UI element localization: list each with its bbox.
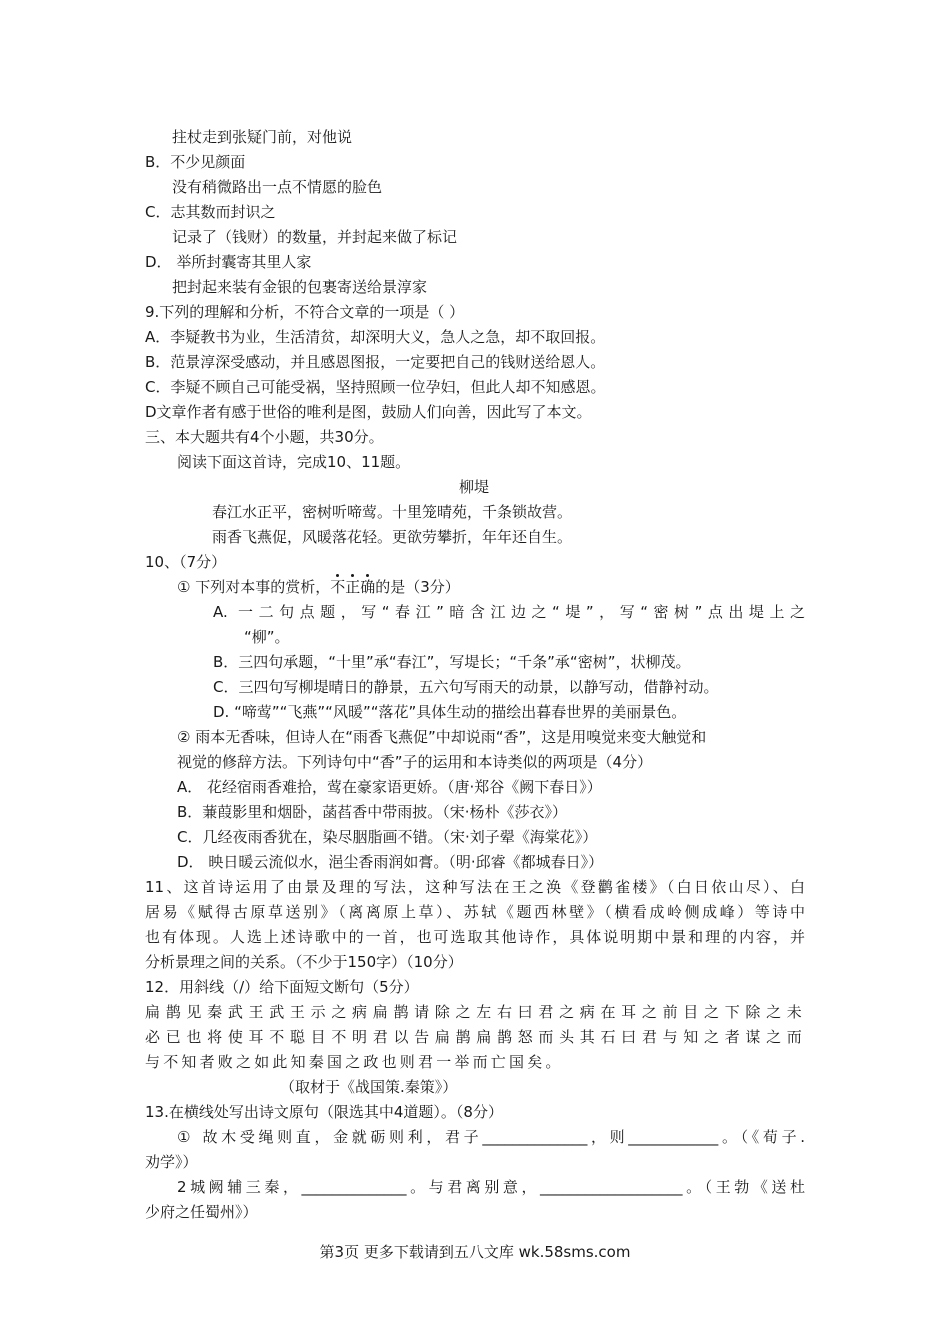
question-13: 13.在横线处写出诗文原句（限选其中4道题）。（8分） [145,1103,503,1121]
classical-text-line: 与不知者败之如此知秦国之政也则君一举而亡国矣。 [145,1053,564,1071]
poem-line: 春江水正平，密树听啼莺。十里笼晴苑，千条锁故营。 [212,503,573,521]
q10-2-option-d: D． 映日暖云流似水，浥尘香雨润如膏。（明·邱睿《都城春日》） [177,853,604,871]
text-line: 居易《赋得古原草送别》（离离原上草）、苏轼《题西林壁》（横看成岭侧成峰）等诗中 [145,903,805,921]
emphasis-char: 正 [345,578,361,596]
q10-2-option-b: B．蒹葭影里和烟卧，菡萏香中带雨披。（宋·杨朴《莎衣》） [177,803,568,821]
question-12: 12．用斜线（/）给下面短文断句（5分） [145,978,419,996]
emphasis-char: 不 [330,578,346,596]
q9-option-a: A．李疑教书为业，生活清贫，却深明大义，急人之急，却不取回报。 [145,328,606,346]
text-span: ① 下列对本事的赏析， [177,578,331,596]
text-line: 没有稍微路出一点不情愿的脸色 [172,178,383,196]
text-line: 分析景理之间的关系。（不少于150字）（10分） [145,953,463,971]
classical-text-line: 扁鹊见秦武王武王示之病扁鹊请除之左右曰君之病在耳之前目之下除之未 [145,1003,805,1021]
source-citation: （取材于《战国策.秦策》） [280,1078,458,1096]
text-line: 拄杖走到张疑门前，对他说 [172,128,353,146]
text-line: 也有体现。人选上述诗歌中的一首，也可选取其他诗作，具体说明期中景和理的内容，并 [145,928,805,946]
text-line: 视觉的修辞方法。下列诗句中“香”子的运用和本诗类似的两项是（4分） [177,753,653,771]
section-heading: 三、本大题共有4个小题，共30分。 [145,428,384,446]
page-footer: 第3页 更多下载请到五八文库 wk.58sms.com [319,1243,631,1261]
question-11: 11、这首诗运用了由景及理的写法，这种写法在王之涣《登鹳雀楼》（白日依山尽）、白 [145,878,805,896]
question-10: 10、（7分） [145,553,227,571]
sub-question-1 [177,577,460,597]
text-span: 的是（3分） [375,578,460,596]
q10-option-d: D. “啼莺”“飞燕”“风暖”“落花”具体生动的描绘出暮春世界的美丽景色。 [213,703,687,721]
text-line: 把封起来装有金银的包裹寄送给景淳家 [172,278,428,296]
option-c-label: C．志其数而封识之 [145,203,276,221]
fill-blank-1: ① 故木受绳则直，金就砺则利，君子______________，则____________。（《荀子. [177,1128,805,1146]
q10-option-a: A. 一二句点题，写“春江”暗含江边之“堤”，写“密树”点出堤上之 [213,603,805,621]
q9-option-d: D文章作者有感于世俗的唯利是图，鼓励人们向善，因此写了本文。 [145,403,592,421]
q10-option-c: C．三四句写柳堤晴日的静景，五六句写雨天的动景，以静写动，借静衬动。 [213,678,719,696]
q9-option-b: B．范景淳深受感动，并且感恩图报，一定要把自己的钱财送给恩人。 [145,353,606,371]
text-line: 记录了（钱财）的数量，并封起来做了标记 [172,228,458,246]
q10-2-option-c: C．几经夜雨香犹在，染尽胭脂画不错。（宋·刘子翚《海棠花》） [177,828,598,846]
emphasis-char: 确 [360,578,376,596]
fill-blank-2: 2城阙辅三秦，______________。与君离别意，___________________。（王勃《送杜 [177,1178,805,1196]
sub-question-2: ② 雨本无香味，但诗人在“雨香飞燕促”中却说雨“香”，这是用嗅觉来变大触觉和 [177,728,707,746]
q10-option-b: B．三四句承题，“十里”承“春江”，写堤长；“千条”承“密树”，状柳茂。 [213,653,691,671]
q9-option-c: C．李疑不顾自己可能受祸，坚持照顾一位孕妇，但此人却不知感恩。 [145,378,606,396]
poem-title: 柳堤 [459,478,490,496]
text-line: “柳”。 [244,628,290,646]
question-9: 9.下列的理解和分析，不符合文章的一项是（ ） [145,303,465,321]
option-d-label: D． 举所封囊寄其里人家 [145,253,312,271]
classical-text-line: 必已也将使耳不聪目不明君以告扁鹊扁鹊怒而头其石曰君与知之者谋之而 [145,1028,805,1046]
q10-2-option-a: A． 花经宿雨香难拾，莺在豪家语更娇。（唐·郑谷《阙下春日》） [177,778,602,796]
text-line: 劝学》） [145,1153,198,1171]
option-b-label: B．不少见颜面 [145,153,246,171]
poem-line: 雨香飞燕促，风暖落花轻。更欲劳攀折，年年还自生。 [212,528,573,546]
instruction-text: 阅读下面这首诗，完成10、11题。 [177,453,411,471]
text-line: 少府之任蜀州》） [145,1203,258,1221]
